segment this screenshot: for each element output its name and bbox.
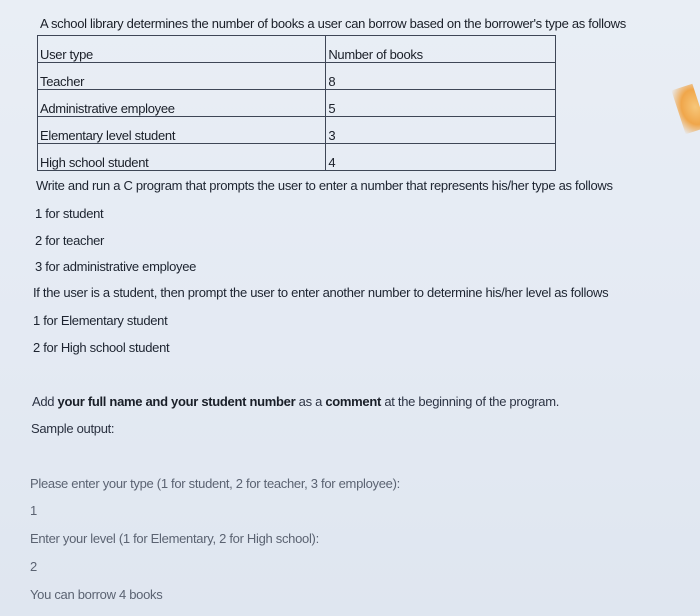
sample-output-line: Enter your level (1 for Elementary, 2 for High school): xyxy=(30,531,319,546)
table-cell-user-type: High school student xyxy=(38,144,326,171)
type-option: 2 for teacher xyxy=(35,233,105,248)
comment-note-part: Add xyxy=(32,394,58,409)
comment-note-part: at the beginning of the program. xyxy=(381,394,560,409)
table-cell-user-type: Administrative employee xyxy=(38,90,326,117)
table-cell-books: 3 xyxy=(326,117,556,144)
table-cell-user-type: Elementary level student xyxy=(38,117,326,144)
table-header-row xyxy=(38,36,556,63)
sample-output-line: 1 xyxy=(30,503,37,518)
sample-output-label: Sample output: xyxy=(31,421,115,436)
books-table xyxy=(37,35,556,171)
table-row xyxy=(38,90,556,117)
table-row xyxy=(38,117,556,144)
comment-note-bold: comment xyxy=(325,394,382,409)
sample-output-line: Please enter your type (1 for student, 2 for teacher, 3 for employee): xyxy=(30,476,400,491)
level-intro-text: If the user is a student, then prompt the user to enter another number to determine his/her level as follows xyxy=(33,285,609,300)
sample-output-line: 2 xyxy=(30,559,37,574)
sample-output-line: You can borrow 4 books xyxy=(30,587,163,602)
table-row xyxy=(38,63,556,90)
intro-text: A school library determines the number of books a user can borrow based on the borrower's type as follows xyxy=(40,16,626,31)
table-row xyxy=(38,144,556,171)
type-option: 1 for student xyxy=(35,206,104,221)
comment-note-bold: your full name and your student number xyxy=(57,394,296,409)
header-user-type: User type xyxy=(38,36,326,63)
comment-note-part: as a xyxy=(295,394,326,409)
comment-note xyxy=(32,394,559,409)
level-option: 1 for Elementary student xyxy=(33,313,168,328)
level-option: 2 for High school student xyxy=(33,340,170,355)
edge-light-glare xyxy=(671,84,700,135)
type-option: 3 for administrative employee xyxy=(35,259,197,274)
task-text: Write and run a C program that prompts the user to enter a number that represents his/her type as follows xyxy=(36,178,613,193)
header-number-of-books: Number of books xyxy=(326,36,556,63)
table-cell-user-type: Teacher xyxy=(38,63,326,90)
table-cell-books: 5 xyxy=(326,90,556,117)
table-cell-books: 4 xyxy=(326,144,556,171)
table-cell-books: 8 xyxy=(326,63,556,90)
